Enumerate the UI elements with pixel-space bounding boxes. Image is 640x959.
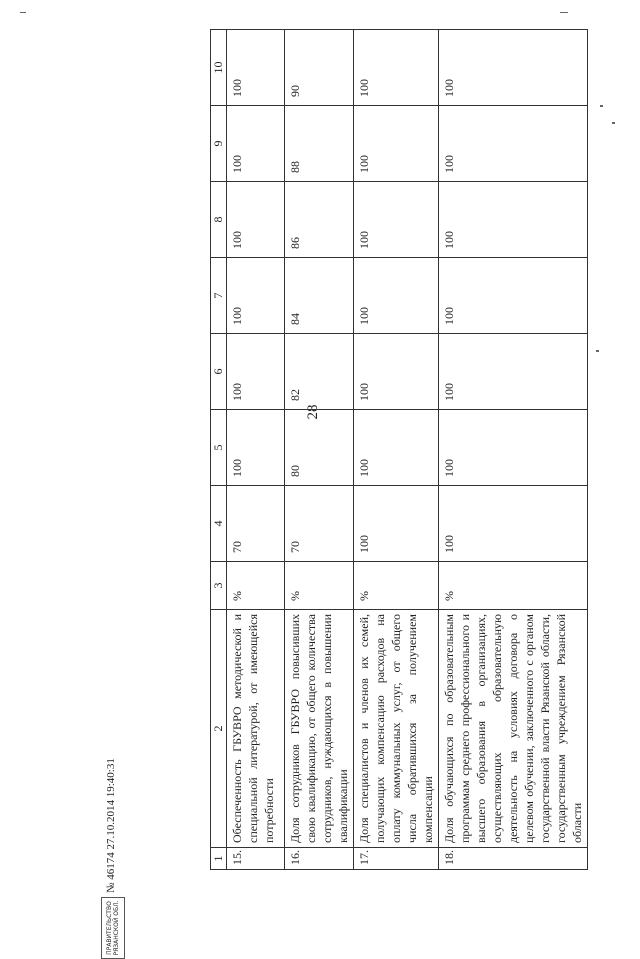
value-cell: 100 (439, 106, 588, 182)
indicator-name: Доля специалистов и членов их семей, получающих компенсацию расходов на оплату коммунальных услуг, от общего числа обратившихся за получением компенсации (354, 610, 439, 848)
scan-speck (600, 105, 603, 107)
value-cell: 100 (439, 334, 588, 410)
value-cell: 100 (439, 30, 588, 106)
header-cell: 7 (211, 258, 227, 334)
table-row (354, 30, 439, 870)
row-number: 15. (227, 848, 285, 870)
row-number: 16. (285, 848, 354, 870)
value-cell: 100 (227, 258, 285, 334)
value-cell: 84 (285, 258, 354, 334)
value-cell: 70 (285, 486, 354, 562)
value-cell: 70 (227, 486, 285, 562)
logo-line: РЯЗАНСКОЙ ОБЛ. (113, 900, 120, 956)
indicator-table-container (210, 30, 584, 870)
value-cell: 100 (227, 334, 285, 410)
value-cell: 80 (285, 410, 354, 486)
value-cell: 88 (285, 106, 354, 182)
registration-number: № 46174 27.10.2014 19:40:31 (105, 758, 117, 893)
value-cell: 82 (285, 334, 354, 410)
header-cell: 2 (211, 610, 227, 848)
value-cell: 100 (354, 30, 439, 106)
value-cell: 100 (354, 334, 439, 410)
scan-speck (560, 12, 568, 13)
header-cell: 8 (211, 182, 227, 258)
scan-speck (20, 12, 26, 13)
row-number: 17. (354, 848, 439, 870)
page-number: 28 (305, 404, 321, 420)
value-cell: 100 (439, 182, 588, 258)
header-cell: 10 (211, 30, 227, 106)
indicator-name: Обеспеченность ГБУВРО методической и специальной литературой, от имеющейся потребности (227, 610, 285, 848)
logo-line: ПРАВИТЕЛЬСТВО (106, 901, 113, 955)
header-cell: 9 (211, 106, 227, 182)
table-row (227, 30, 285, 870)
value-cell: 90 (285, 30, 354, 106)
header-cell: 5 (211, 410, 227, 486)
value-cell: 100 (354, 486, 439, 562)
registration-footer (70, 758, 150, 956)
header-cell: 4 (211, 486, 227, 562)
indicator-table (210, 29, 588, 870)
table-row (439, 30, 588, 870)
unit-cell: % (285, 562, 354, 610)
table-row (285, 30, 354, 870)
value-cell: 100 (439, 486, 588, 562)
header-cell: 6 (211, 334, 227, 410)
registration-stamp (91, 758, 139, 959)
indicator-name: Доля сотрудников ГБУВРО повысивших свою квалификацию, от общего количества сотрудников, нуждающихся в повышении квалификации (285, 610, 354, 848)
value-cell: 100 (439, 410, 588, 486)
value-cell: 100 (227, 410, 285, 486)
value-cell: 100 (354, 410, 439, 486)
unit-cell: % (439, 562, 588, 610)
value-cell: 100 (354, 182, 439, 258)
indicator-name: Доля обучающихся по образовательным программам среднего профессионального и высшего образования в организациях, осуществляющих образовательную деятельность на условиях договора о целевом обучении, заключенного с органом государственной власти Рязанской области, государственным учреждением Рязанской области (439, 610, 588, 848)
value-cell: 100 (354, 258, 439, 334)
unit-cell: % (354, 562, 439, 610)
scan-speck (596, 350, 599, 352)
value-cell: 100 (227, 30, 285, 106)
header-cell: 1 (211, 848, 227, 870)
value-cell: 100 (227, 106, 285, 182)
scan-speck (612, 122, 615, 124)
value-cell: 100 (227, 182, 285, 258)
value-cell: 100 (354, 106, 439, 182)
emblem-logo (101, 897, 125, 959)
value-cell: 86 (285, 182, 354, 258)
header-cell: 3 (211, 562, 227, 610)
unit-cell: % (227, 562, 285, 610)
table-header-row (211, 30, 227, 870)
row-number: 18. (439, 848, 588, 870)
value-cell: 100 (439, 258, 588, 334)
